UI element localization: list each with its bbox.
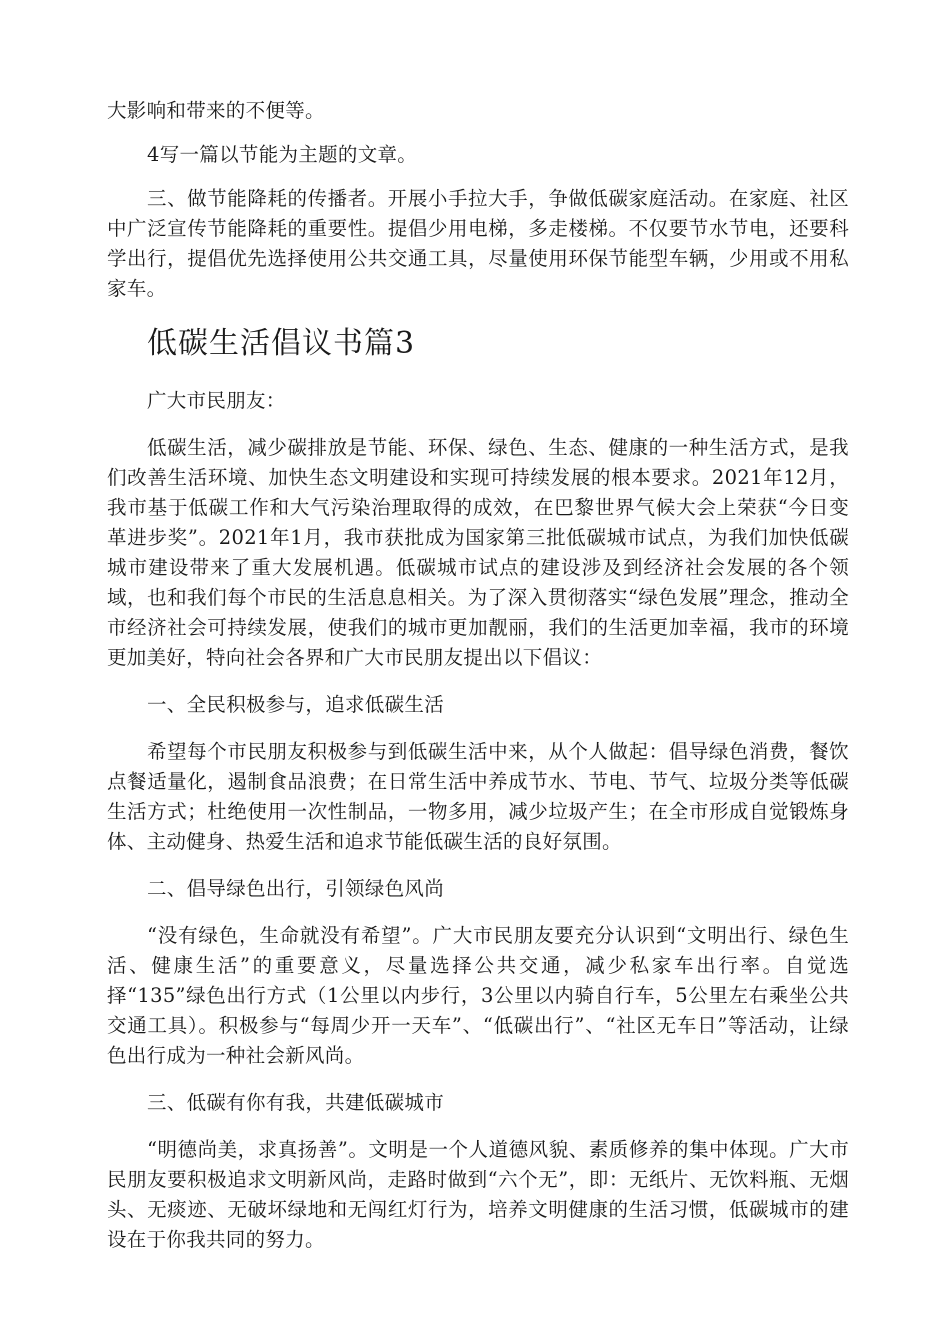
paragraph-intro: 低碳生活，减少碳排放是节能、环保、绿色、生态、健康的一种生活方式，是我们改善生活环境、加快生态文明建设和实现可持续发展的根本要求。2021年12月，我市基于低碳工作和大气污染治理取得的成效，在巴黎世界气候大会上荣获“今日变革进步奖”。2021年1月，我市获批成为国家第三批低碳城市试点，为我们加快低碳城市建设带来了重大发展机遇。低碳城市试点的建设涉及到经济社会发展的各个领域，也和我们每个市民的生活息息相关。为了深入贯彻落实“绿色发展”理念，推动全市经济社会可持续发展，使我们的城市更加靓丽，我们的生活更加幸福，我市的环境更加美好，特向社会各界和广大市民朋友提出以下倡议： [107,436,849,669]
paragraph-section-three: 三、做节能降耗的传播者。开展小手拉大手，争做低碳家庭活动。在家庭、社区中广泛宣传节能降耗的重要性。提倡少用电梯，多走楼梯。不仅要节水节电，还要科学出行，提倡优先选择使用公共交通工具，尽量使用环保节能型车辆，少用或不用私家车。 [107,187,849,300]
paragraph-three: “明德尚美，求真扬善”。文明是一个人道德风貌、素质修养的集中体现。广大市民朋友要积极追求文明新风尚，走路时做到“六个无”，即：无纸片、无饮料瓶、无烟头、无痰迹、无破坏绿地和无闯红灯行为，培养文明健康的生活习惯，低碳城市的建设在于你我共同的努力。 [107,1138,849,1251]
paragraph-item-4: 4写一篇以节能为主题的文章。 [147,143,418,166]
paragraph-two: “没有绿色，生命就没有希望”。广大市民朋友要充分认识到“文明出行、绿色生活、健康生活”的重要意义，尽量选择公共交通，减少私家车出行率。自觉选择“135”绿色出行方式（1公里以内步行，3公里以内骑自行车，5公里左右乘坐公共交通工具）。积极参与“每周少开一天车”、“低碳出行”、“社区无车日”等活动，让绿色出行成为一种社会新风尚。 [107,924,849,1067]
document-page [107,96,849,1255]
greeting: 广大市民朋友： [147,389,286,412]
heading-one: 一、全民积极参与，追求低碳生活 [147,693,445,716]
paragraph-one: 希望每个市民朋友积极参与到低碳生活中来，从个人做起：倡导绿色消费，餐饮点餐适量化，遏制食品浪费；在日常生活中养成节水、节电、节气、垃圾分类等低碳生活方式；杜绝使用一次性制品，一物多用，减少垃圾产生；在全市形成自觉锻炼身体、主动健身、热爱生活和追求节能低碳生活的良好氛围。 [107,740,849,853]
section-title: 低碳生活倡议书篇3 [147,326,416,361]
heading-three: 三、低碳有你有我，共建低碳城市 [147,1091,445,1114]
paragraph-continued: 大影响和带来的不便等。 [107,99,325,122]
heading-two: 二、倡导绿色出行，引领绿色风尚 [147,877,445,900]
